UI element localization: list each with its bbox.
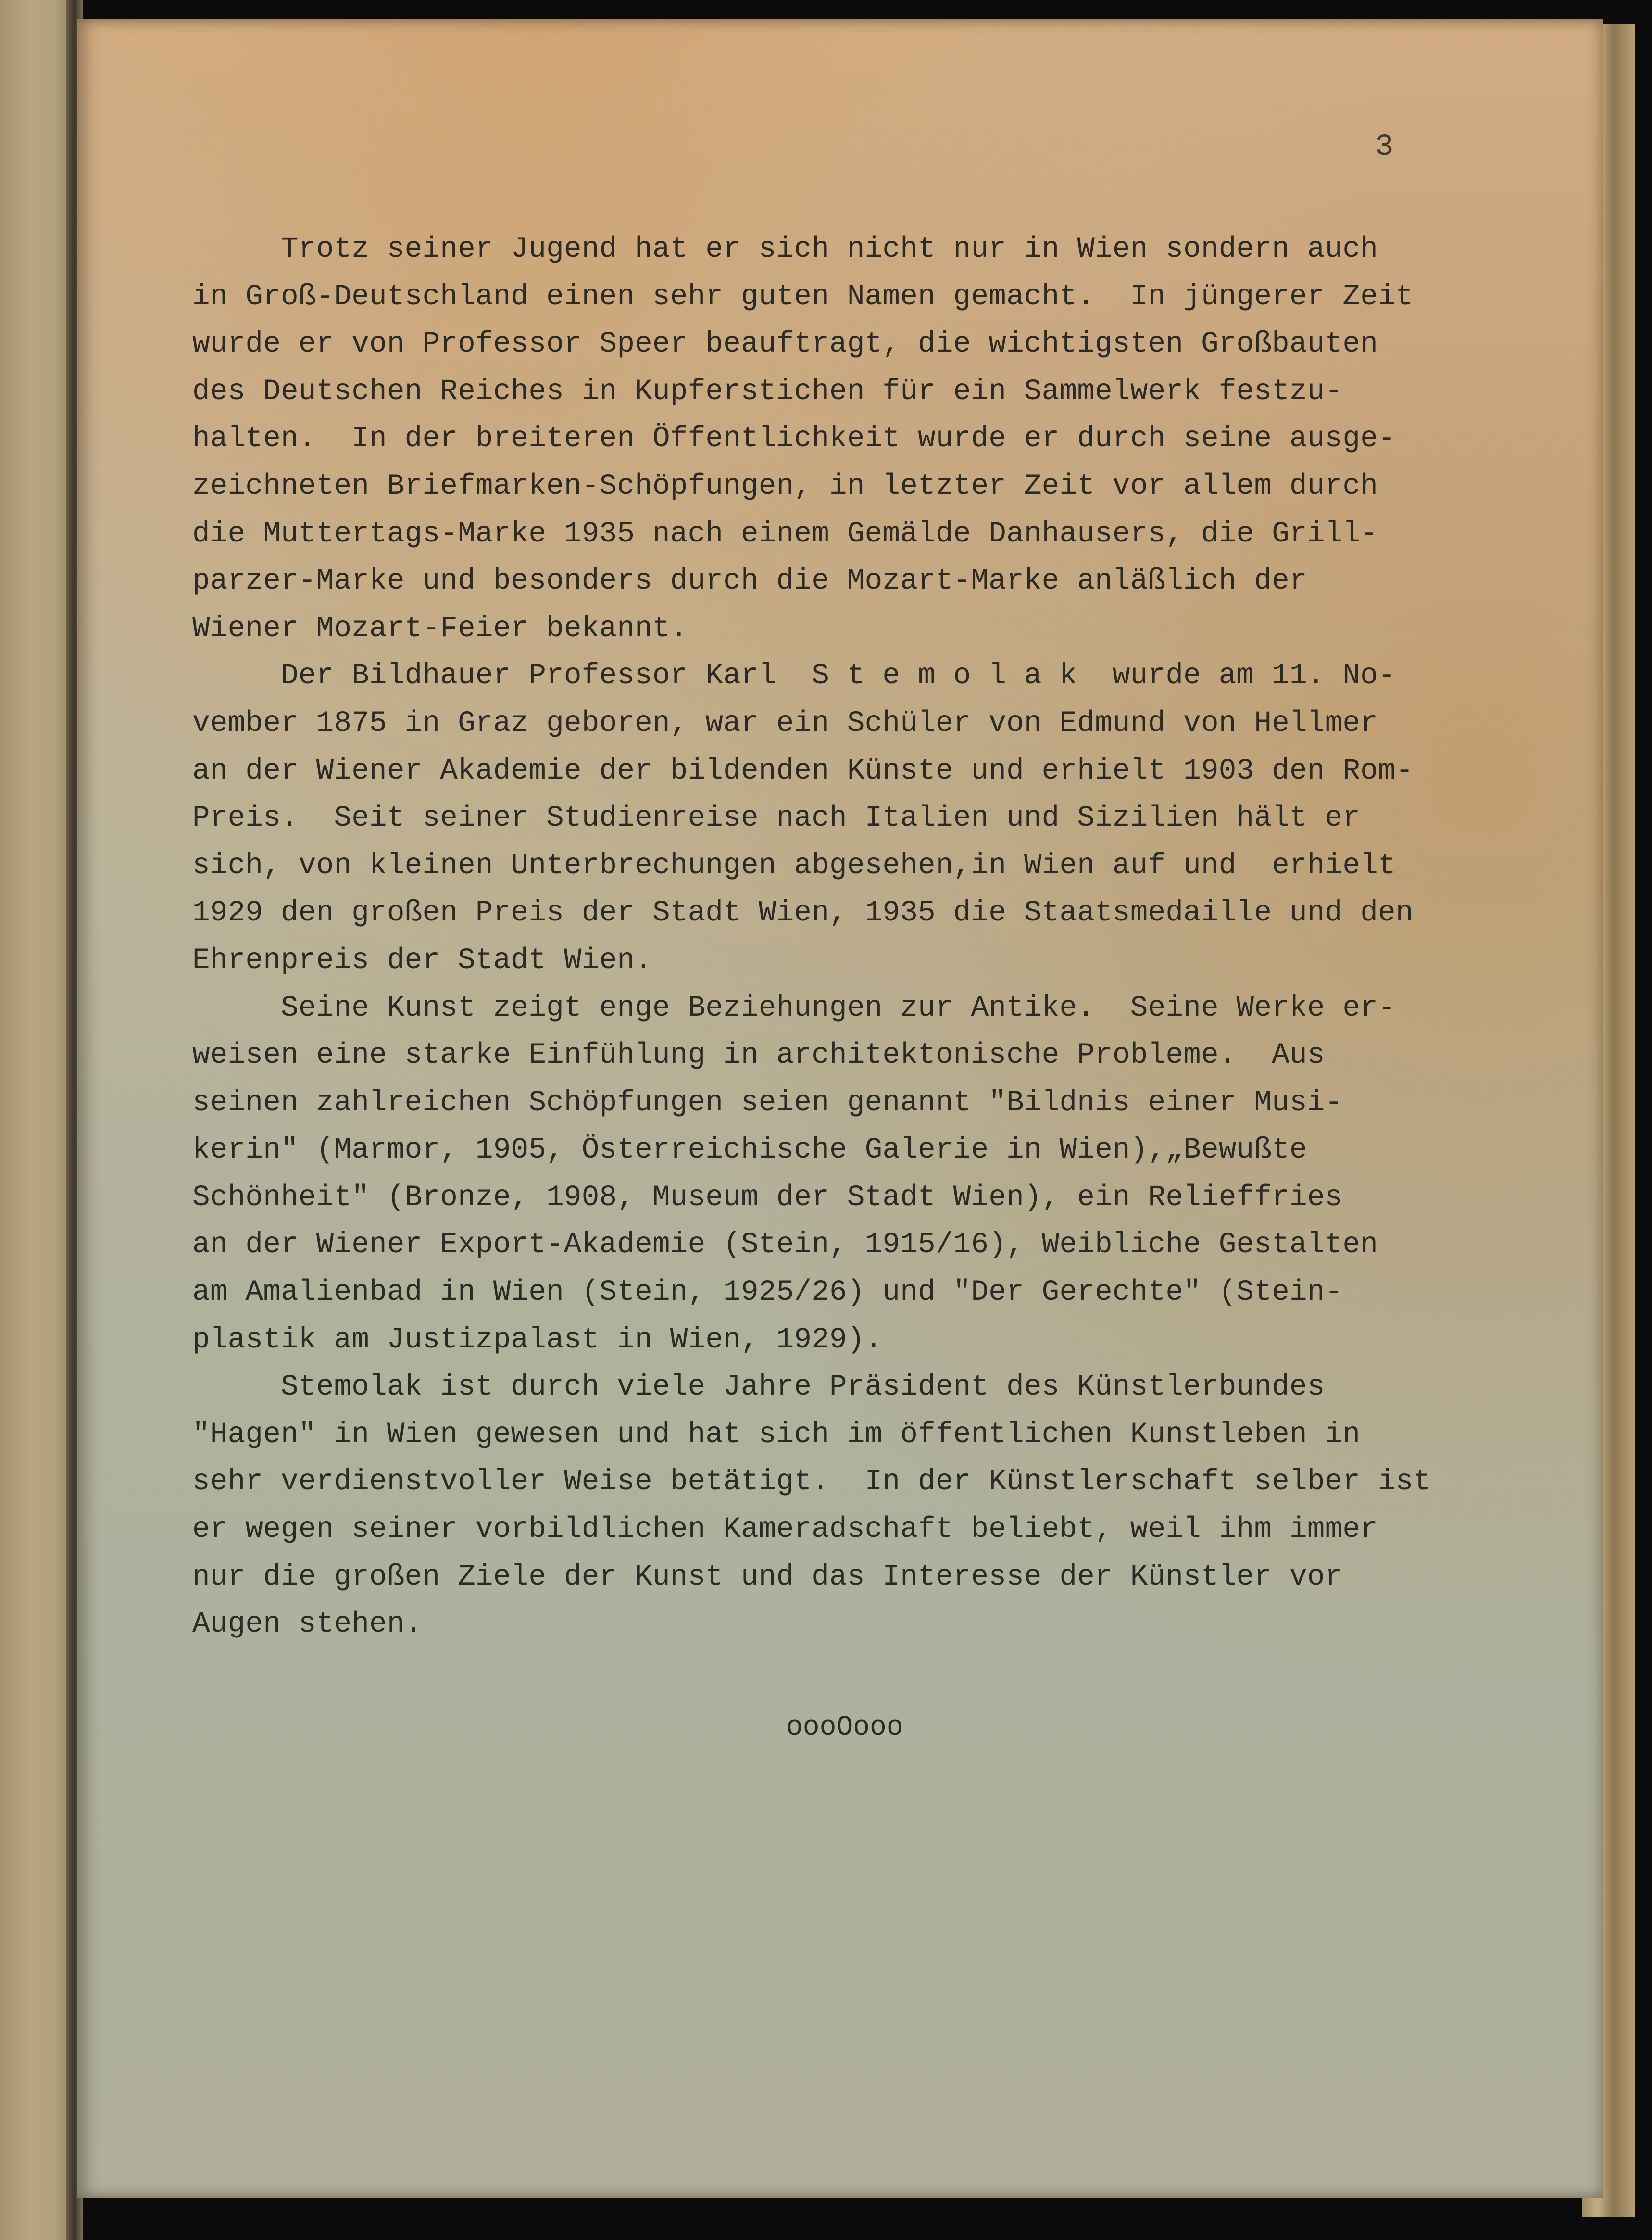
text-line: Stemolak ist durch viele Jahre Präsident des Künstlerbundes (192, 1371, 1325, 1404)
text-line: vember 1875 in Graz geboren, war ein Schüler von Edmund von Hellmer (192, 706, 1378, 740)
text-line: zeichneten Briefmarken-Schöpfungen, in letzter Zeit vor allem durch (192, 469, 1378, 503)
text-line: Wiener Mozart-Feier bekannt. (192, 612, 688, 645)
text-line: des Deutschen Reiches in Kupferstichen für ein Sammelwerk festzu- (192, 375, 1343, 408)
text-line: am Amalienbad in Wien (Stein, 1925/26) und "Der Gerechte" (Stein- (192, 1276, 1343, 1309)
text-line: sehr verdienstvoller Weise betätigt. In der Künstlerschaft selber ist (192, 1465, 1431, 1499)
text-line: halten. In der breiteren Öffentlichkeit wurde er durch seine ausge- (192, 422, 1396, 456)
text-line: an der Wiener Akademie der bildenden Künste und erhielt 1903 den Rom- (192, 754, 1414, 788)
end-ornament: oooOooo (786, 1712, 903, 1743)
page-number: 3 (1375, 130, 1394, 164)
text-line: Schönheit" (Bronze, 1908, Museum der Stadt Wien), ein Relieffries (192, 1181, 1343, 1214)
text-line: kerin" (Marmor, 1905, Österreichische Galerie in Wien),„Bewußte (192, 1133, 1307, 1167)
text-line: weisen eine starke Einfühlung in architektonische Probleme. Aus (192, 1039, 1325, 1072)
text-line: 1929 den großen Preis der Stadt Wien, 1935 die Staatsmedaille und den (192, 896, 1414, 930)
text-line: die Muttertags-Marke 1935 nach einem Gemälde Danhausers, die Grill- (192, 517, 1378, 551)
text-line: plastik am Justizpalast in Wien, 1929). (192, 1323, 883, 1357)
document-page (77, 19, 1603, 2198)
text-line: sich, von kleinen Unterbrechungen abgesehen,in Wien auf und erhielt (192, 849, 1396, 882)
text-line: Augen stehen. (192, 1608, 423, 1641)
text-line: er wegen seiner vorbildlichen Kameradschaft beliebt, weil ihm immer (192, 1513, 1378, 1547)
text-line: seinen zahlreichen Schöpfungen seien genannt "Bildnis einer Musi- (192, 1086, 1343, 1120)
text-line: nur die großen Ziele der Kunst und das Interesse der Künstler vor (192, 1560, 1343, 1594)
text-line: Preis. Seit seiner Studienreise nach Italien und Sizilien hält er (192, 802, 1361, 835)
text-line: "Hagen" in Wien gewesen und hat sich im öffentlichen Kunstleben in (192, 1418, 1361, 1451)
typewritten-body (192, 226, 1572, 1649)
text-line: Der Bildhauer Professor Karl S t e m o l a k wurde am 11. No- (192, 659, 1396, 693)
text-line: wurde er von Professor Speer beauftragt, die wichtigsten Großbauten (192, 327, 1378, 361)
text-line: in Groß-Deutschland einen sehr guten Namen gemacht. In jüngerer Zeit (192, 280, 1414, 314)
text-line: Seine Kunst zeigt enge Beziehungen zur Antike. Seine Werke er- (192, 991, 1396, 1025)
previous-page-edge (0, 0, 77, 2240)
text-line: Trotz seiner Jugend hat er sich nicht nur in Wien sondern auch (192, 233, 1378, 266)
text-line: Ehrenpreis der Stadt Wien. (192, 944, 652, 977)
text-line: parzer-Marke und besonders durch die Mozart-Marke anläßlich der (192, 565, 1307, 598)
text-line: an der Wiener Export-Akademie (Stein, 1915/16), Weibliche Gestalten (192, 1228, 1378, 1262)
